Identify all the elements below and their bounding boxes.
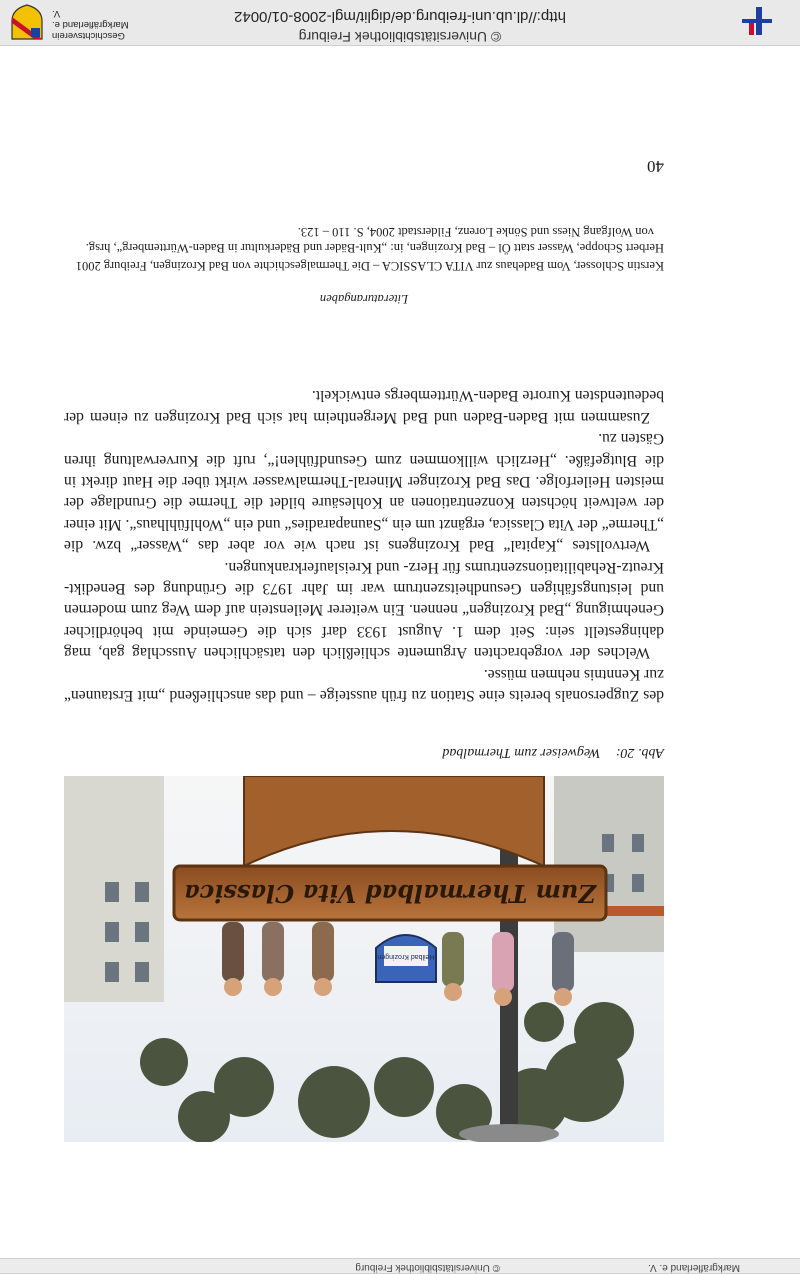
- body-text: [64, 385, 664, 706]
- figure-caption-label: Abb. 20:: [615, 745, 664, 760]
- small-sign: [376, 935, 436, 982]
- society-name: [52, 8, 132, 41]
- small-sign-text: Heilbad Krozingen: [377, 953, 435, 960]
- body-paragraph-1: des Zugpersonals bereits eine Station zu früh aussteige – und das anschließend „mit Erstaunen“ zur Kenntnis nehmen müsse.: [64, 665, 664, 704]
- body-paragraph-4: Zusammen mit Baden-Baden und Bad Mergentheim hat sich Bad Krozingen zu einem der bedeutendsten Kurorte Baden-Württembergs entwickelt.: [64, 387, 664, 426]
- body-paragraph-2: Welches der vorgebrachten Argumente schließlich den tatsächlichen Ausschlag gab, mag dahingestellt sein: Seit dem 1. August 1933 darf sich die Gemeinde mit behördlicher Genehmigung „Bad Krozingen“ nennen. Ein weiterer Meilenstein auf dem Weg zum modernen und leistungsfähigen Gesundheitszentrum war im Jahr 1973 die Gründung des Benedikt-Kreutz-Rehabilitationszentrums für Herz- und Kreislauferkrankungen.: [64, 558, 664, 662]
- footer-strip-copyright: © Universitätsbibliothek Freiburg: [355, 1262, 500, 1273]
- references-list: [64, 222, 664, 274]
- figure-photo: [64, 776, 664, 1142]
- society-name-line1: Geschichtsverein: [52, 30, 125, 41]
- copyright-text: © Universitätsbibliothek Freiburg: [298, 29, 502, 45]
- body-paragraph-3: Wertvollstes „Kapital“ Bad Krozingens ist nach wie vor aber das „Wasser“ bzw. die „Therme“ der Vita Classica, ergänzt um ein „Saunaparadies“ und ein „Wohlfühlhaus“. Mit einer der weltweit höchsten Konzentrationen an Kohlesäure bildet die Therme die Grundlage der meisten Heilerfolge. Das Bad Krozinger Mineral-Thermalwasser wirkt über die Haut direkt in die Blutgefäße. „Herzlich willkommen zum Gesundfühlen!“, ruft die Kurverwaltung ihren Gästen zu.: [64, 430, 664, 555]
- footer-strip: [0, 1258, 800, 1274]
- society-crest-icon: [8, 4, 46, 42]
- figure-caption-text: Wegweiser zum Thermalbad: [442, 745, 601, 760]
- document-url[interactable]: http://dl.ub.uni-freiburg.de/diglit/mgl-2008-01/0042: [234, 8, 566, 25]
- photo-illustration: [64, 776, 664, 1142]
- header-bar: [0, 0, 800, 46]
- main-sign-text: Zum Thermalbad Vita Classica: [184, 879, 596, 908]
- page-number: 40: [647, 157, 664, 176]
- society-name-line2: Markgräflerland e. V.: [52, 8, 129, 30]
- references-heading: Literaturangaben: [319, 292, 409, 306]
- reference-item: Herbert Schoppe, Wasser statt Öl – Bad Krozingen, in: „Kult-Bäder und Bäderkultur in Baden-Württemberg“, hrsg. von Wolfgang Niess und Sönke Lorenz, Filderstadt 2004, S. 110 – 123.: [85, 225, 664, 255]
- building-left: [554, 776, 664, 952]
- figure-caption: [64, 744, 664, 760]
- reference-item: Kerstin Schlosser, Vom Badehaus zur VITA CLASSICA – Die Thermalgeschichte von Bad Krozingen, Freiburg 2001: [75, 259, 664, 273]
- ub-freiburg-logo-icon: [736, 5, 776, 37]
- footer-strip-society: Markgräflerland e. V.: [648, 1262, 740, 1273]
